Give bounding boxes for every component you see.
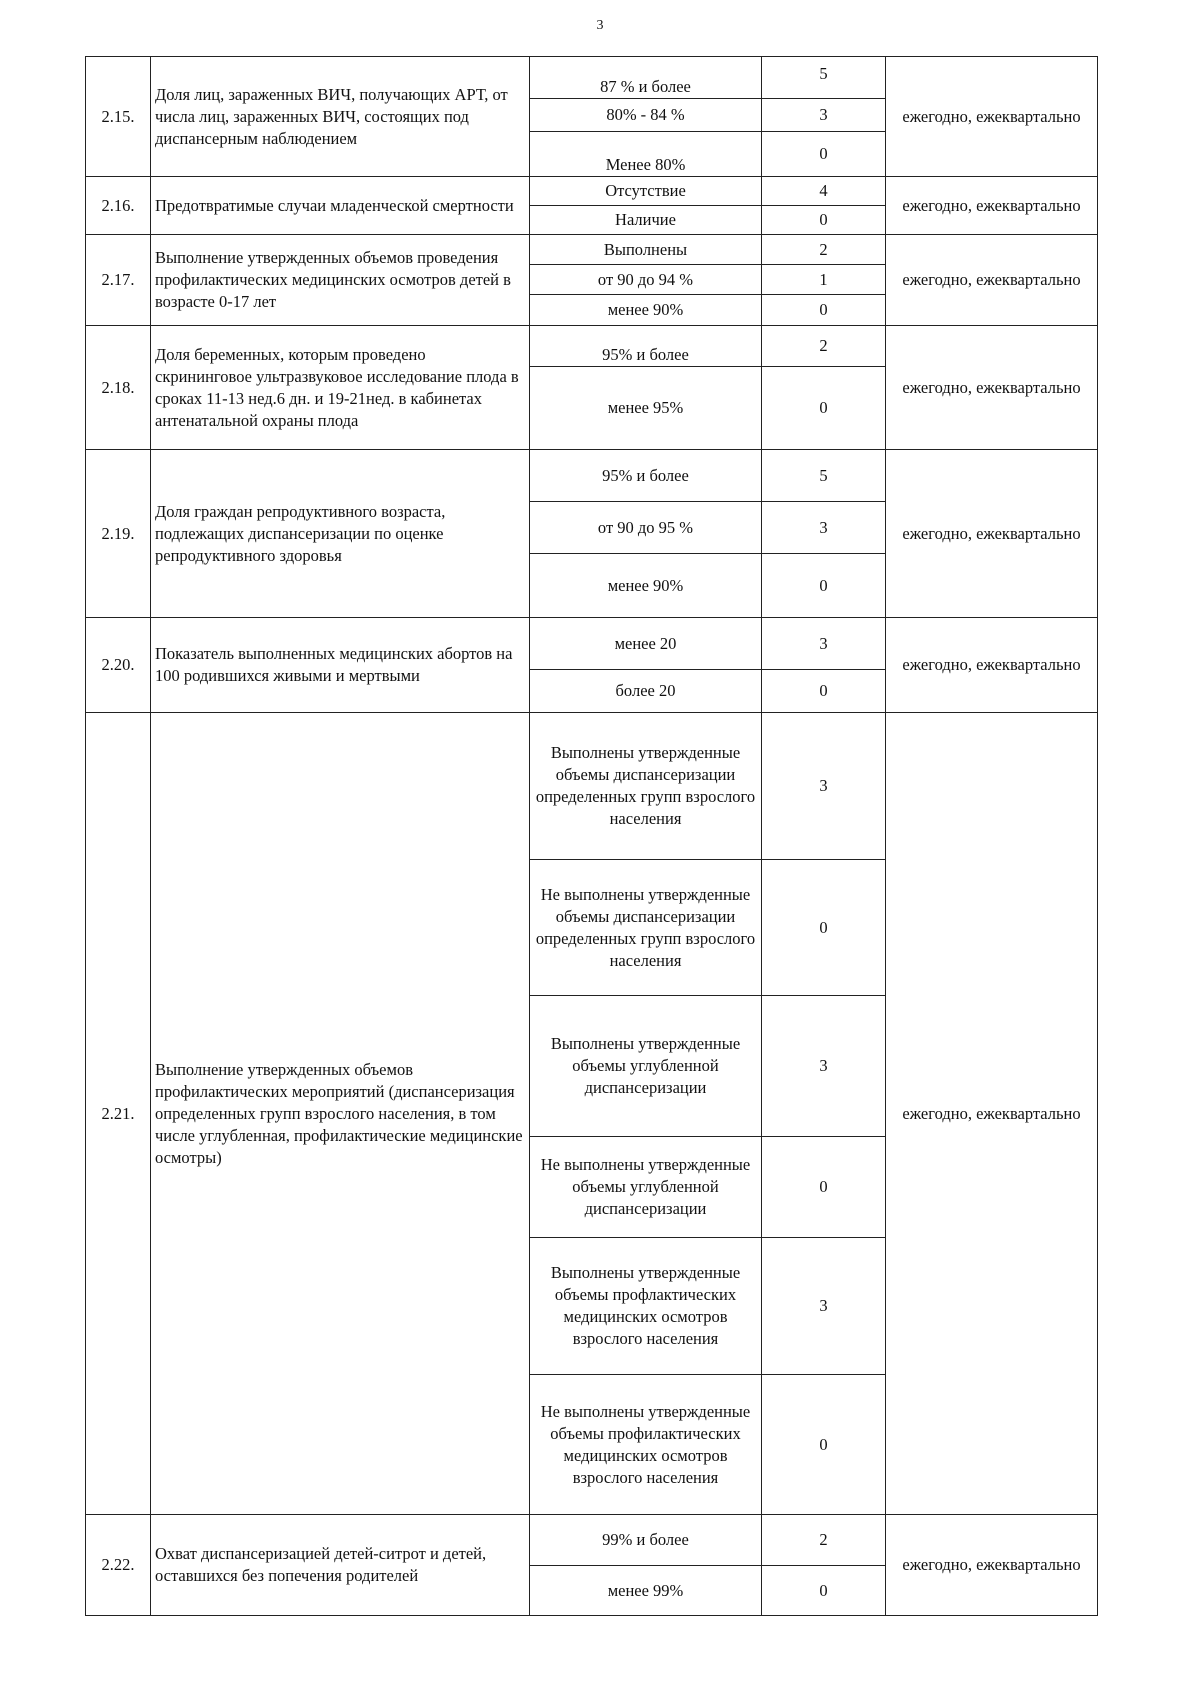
criterion-label: Отсутствие	[530, 177, 762, 206]
row-number: 2.18.	[86, 326, 151, 450]
row-number: 2.20.	[86, 618, 151, 713]
indicator-name: Доля граждан репродуктивного возраста, подлежащих диспансеризации по оценке репродуктивного здоровья	[151, 450, 530, 618]
table-row	[86, 618, 1098, 670]
criterion-label: Выполнены утвержденные объемы профлактических медицинских осмотров взрослого населения	[530, 1238, 762, 1375]
indicator-name: Выполнение утвержденных объемов проведения профилактических медицинских осмотров детей в возрасте 0-17 лет	[151, 235, 530, 326]
table-row	[86, 450, 1098, 502]
criterion-score: 0	[762, 295, 886, 326]
table-row	[86, 713, 1098, 860]
reporting-period: ежегодно, ежеквартально	[886, 177, 1098, 235]
table-row	[86, 235, 1098, 265]
row-number: 2.21.	[86, 713, 151, 1515]
criterion-label: Не выполнены утвержденные объемы диспансеризации определенных групп взрослого населения	[530, 860, 762, 996]
criterion-score: 0	[762, 1566, 886, 1616]
criterion-label: менее 90%	[530, 295, 762, 326]
table-row	[86, 57, 1098, 99]
page-number: 3	[596, 18, 604, 33]
reporting-period: ежегодно, ежеквартально	[886, 713, 1098, 1515]
criterion-score: 5	[762, 450, 886, 502]
criterion-label: Выполнены	[530, 235, 762, 265]
criterion-score: 2	[762, 1515, 886, 1566]
criterion-label: 95% и более	[530, 326, 762, 367]
row-number: 2.19.	[86, 450, 151, 618]
row-number: 2.16.	[86, 177, 151, 235]
criterion-score: 1	[762, 265, 886, 295]
criterion-label: от 90 до 94 %	[530, 265, 762, 295]
criterion-score: 3	[762, 502, 886, 554]
criterion-label: менее 90%	[530, 554, 762, 618]
reporting-period: ежегодно, ежеквартально	[886, 1515, 1098, 1616]
criterion-score: 3	[762, 99, 886, 132]
reporting-period: ежегодно, ежеквартально	[886, 450, 1098, 618]
indicators-table	[85, 56, 1098, 1616]
table-row	[86, 1515, 1098, 1566]
criterion-score: 0	[762, 670, 886, 713]
criterion-label: менее 99%	[530, 1566, 762, 1616]
criterion-score: 0	[762, 554, 886, 618]
criterion-label: более 20	[530, 670, 762, 713]
table-row	[86, 326, 1098, 367]
reporting-period: ежегодно, ежеквартально	[886, 618, 1098, 713]
criterion-score: 0	[762, 860, 886, 996]
criterion-score: 0	[762, 206, 886, 235]
indicator-name: Доля лиц, зараженных ВИЧ, получающих АРТ, от числа лиц, зараженных ВИЧ, состоящих под диспансерным наблюдением	[151, 57, 530, 177]
criterion-score: 2	[762, 326, 886, 367]
indicator-name: Предотвратимые случаи младенческой смертности	[151, 177, 530, 235]
reporting-period: ежегодно, ежеквартально	[886, 57, 1098, 177]
indicator-name: Доля беременных, которым проведено скрининговое ультразвуковое исследование плода в сроках 11-13 нед.6 дн. и 19-21нед. в кабинетах антенатальной охраны плода	[151, 326, 530, 450]
row-number: 2.17.	[86, 235, 151, 326]
criterion-score: 0	[762, 1137, 886, 1238]
criterion-score: 3	[762, 713, 886, 860]
criterion-score: 4	[762, 177, 886, 206]
criterion-label: от 90 до 95 %	[530, 502, 762, 554]
criterion-label: менее 95%	[530, 367, 762, 450]
criterion-label: Выполнены утвержденные объемы диспансеризации определенных групп взрослого населения	[530, 713, 762, 860]
criterion-label: Наличие	[530, 206, 762, 235]
indicator-name: Выполнение утвержденных объемов профилактических мероприятий (диспансеризация определенных групп взрослого населения, в том числе углубленная, профилактические медицинские осмотры)	[151, 713, 530, 1515]
criterion-score: 0	[762, 367, 886, 450]
criterion-score: 3	[762, 996, 886, 1137]
criterion-label: Выполнены утвержденные объемы углубленной диспансеризации	[530, 996, 762, 1137]
criterion-label: менее 20	[530, 618, 762, 670]
criterion-score: 3	[762, 1238, 886, 1375]
criterion-label: 80% - 84 %	[530, 99, 762, 132]
criterion-score: 0	[762, 132, 886, 177]
row-number: 2.22.	[86, 1515, 151, 1616]
criterion-label: Менее 80%	[530, 132, 762, 177]
table-row	[86, 177, 1098, 206]
indicator-name: Показатель выполненных медицинских абортов на 100 родившихся живыми и мертвыми	[151, 618, 530, 713]
row-number: 2.15.	[86, 57, 151, 177]
criterion-label: 95% и более	[530, 450, 762, 502]
indicator-name: Охват диспансеризацией детей-ситрот и детей, оставшихся без попечения родителей	[151, 1515, 530, 1616]
reporting-period: ежегодно, ежеквартально	[886, 235, 1098, 326]
criterion-label: 87 % и более	[530, 57, 762, 99]
criterion-score: 0	[762, 1375, 886, 1515]
criterion-score: 3	[762, 618, 886, 670]
criterion-score: 2	[762, 235, 886, 265]
criterion-label: Не выполнены утвержденные объемы углубленной диспансеризации	[530, 1137, 762, 1238]
reporting-period: ежегодно, ежеквартально	[886, 326, 1098, 450]
criterion-score: 5	[762, 57, 886, 99]
criterion-label: Не выполнены утвержденные объемы профилактических медицинских осмотров взрослого населения	[530, 1375, 762, 1515]
criterion-label: 99% и более	[530, 1515, 762, 1566]
